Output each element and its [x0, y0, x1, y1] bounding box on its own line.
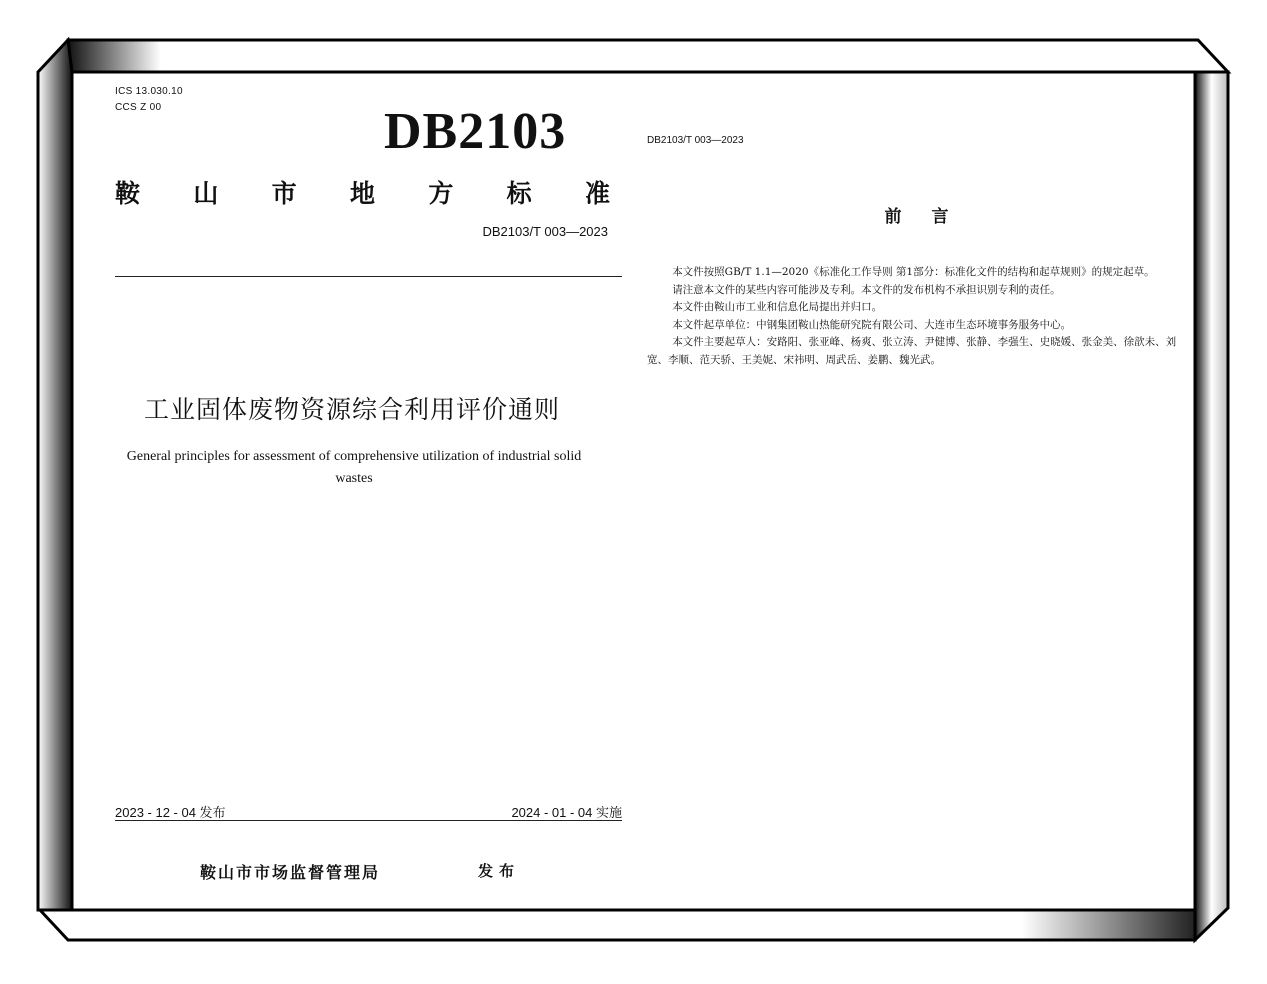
- ics-code: ICS 13.030.10: [115, 86, 183, 97]
- standard-type-char: 标: [506, 179, 532, 208]
- standard-type-char: 准: [584, 179, 610, 208]
- page-header-code: DB2103/T 003—2023: [647, 135, 744, 146]
- standard-number: DB2103/T 003—2023: [482, 224, 608, 239]
- cover-page: [72, 72, 632, 910]
- divider: [115, 820, 622, 821]
- release-date: 2023 - 12 - 04 发布: [115, 805, 226, 820]
- standard-type-char: 山: [193, 179, 219, 208]
- implement-date: 2024 - 01 - 04 实施: [511, 805, 622, 820]
- foreword-paragraph: 请注意本文件的某些内容可能涉及专利。本文件的发布机构不承担识别专利的责任。: [672, 283, 1061, 296]
- foreword-body: [647, 264, 1180, 369]
- issue-word: 发布: [478, 862, 521, 880]
- standard-type-char: 方: [428, 179, 454, 208]
- issuer: 鞍山市市场监督管理局: [200, 863, 381, 882]
- standard-type-char: 市: [271, 179, 297, 208]
- divider: [115, 276, 622, 277]
- title-chinese: 工业固体废物资源综合利用评价通则: [143, 395, 560, 424]
- foreword-paragraph: 本文件起草单位：中钢集团鞍山热能研究院有限公司、大连市生态环境事务服务中心。: [672, 318, 1072, 331]
- standard-type: [115, 174, 610, 210]
- title-english: General principles for assessment of comprehensive utilization of industrial solid wastes: [126, 449, 582, 486]
- foreword-page: [640, 72, 1193, 910]
- standard-type-char: 鞍: [115, 179, 141, 208]
- standard-type-char: 地: [349, 179, 375, 208]
- foreword-title: 前言: [884, 207, 979, 227]
- standard-code-large: DB2103: [384, 103, 567, 160]
- ccs-code: CCS Z 00: [115, 102, 162, 113]
- foreword-paragraph: 本文件按照GB/T 1.1—2020《标准化工作导则 第1部分：标准化文件的结构和起草规则》的规定起草。: [672, 266, 1155, 278]
- foreword-paragraph: 本文件由鞍山市工业和信息化局提出并归口。: [672, 301, 883, 313]
- foreword-paragraph: 本文件主要起草人：安路阳、张亚峰、杨爽、张立涛、尹健博、张静、李强生、史晓媛、张金美、徐歆未、刘宽、李顺、范天骄、王美妮、宋祎明、周武岳、姜鹏、魏光武。: [647, 336, 1177, 366]
